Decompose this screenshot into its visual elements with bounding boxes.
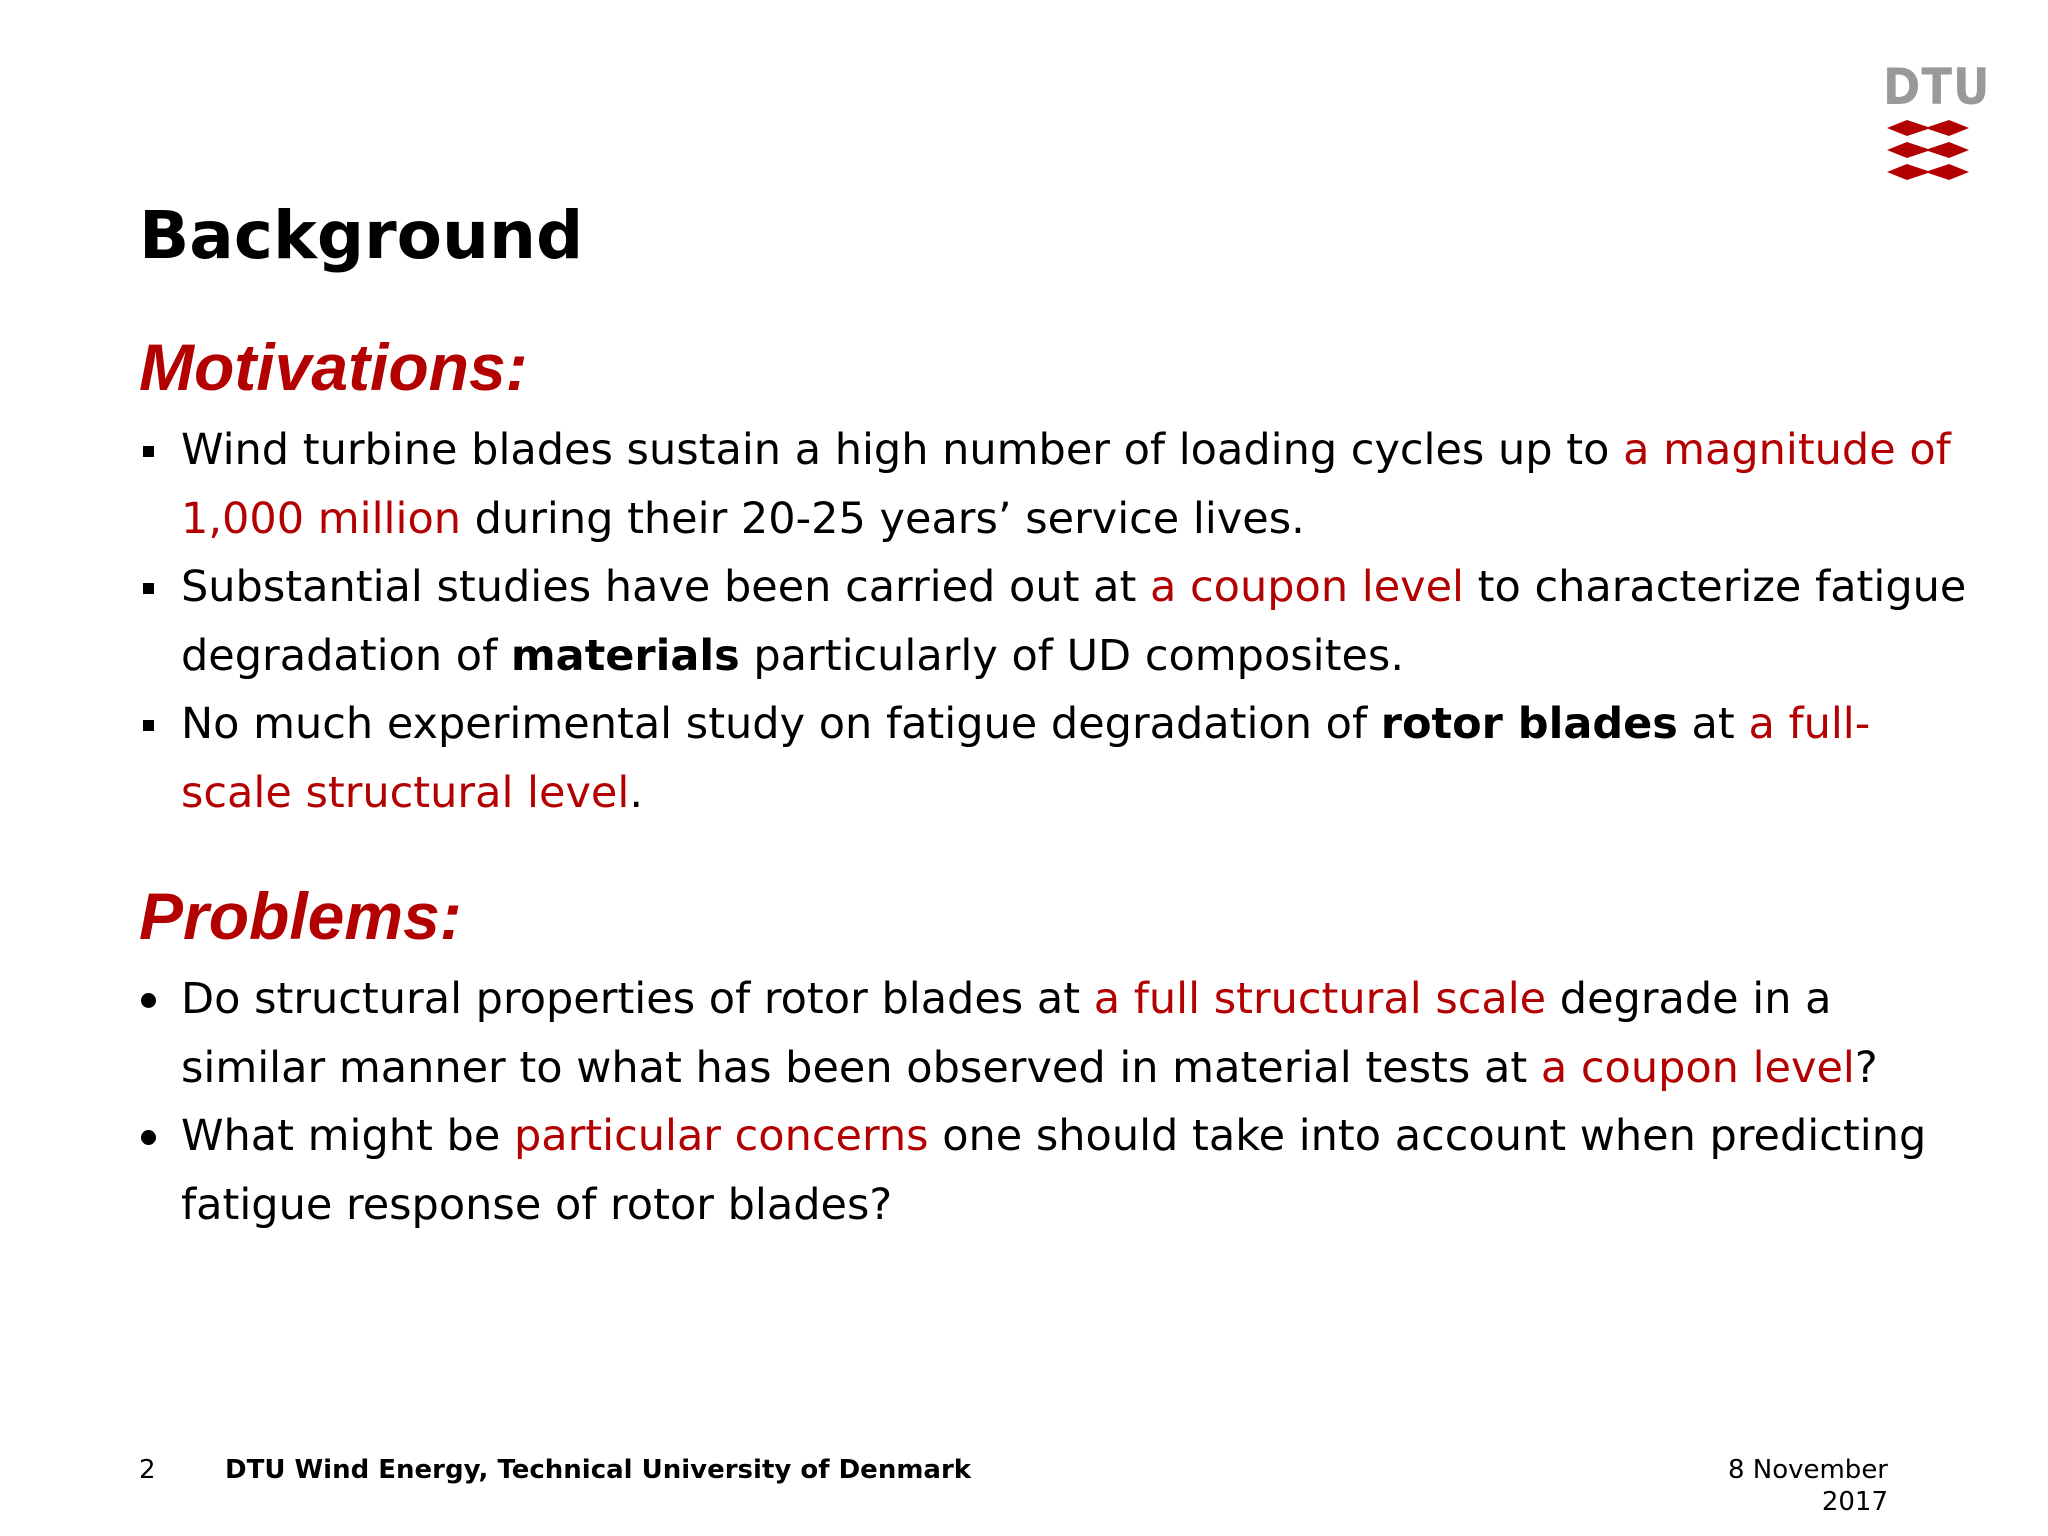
text-run: Substantial studies have been carried out at xyxy=(181,562,1150,612)
footer-date: 8 November 2017 xyxy=(1727,1455,1888,1517)
square-bullet-icon xyxy=(143,446,154,457)
dtu-logo-text: DTU xyxy=(1883,58,1991,116)
bold-text: rotor blades xyxy=(1380,699,1678,749)
motivation-item-text xyxy=(181,425,1951,544)
text-run: to characterize fatigue degradation of xyxy=(181,562,1967,681)
motivation-item-text xyxy=(181,562,1966,681)
square-bullet-icon xyxy=(143,583,154,594)
text-run: . xyxy=(629,767,643,818)
text-run: during their 20-25 years’ service lives. xyxy=(461,493,1305,544)
text-run: particularly of UD composites. xyxy=(739,630,1404,681)
highlighted-text: a coupon level xyxy=(1150,562,1464,612)
round-bullet-icon xyxy=(141,993,156,1008)
highlighted-text: a magnitude of 1,000 million xyxy=(181,425,1951,544)
motivations-list xyxy=(139,416,1969,827)
problem-item-text xyxy=(181,1111,1926,1230)
problem-item xyxy=(139,965,1969,1102)
text-run: ? xyxy=(1854,1042,1878,1093)
motivation-item xyxy=(139,416,1969,553)
text-run: Do structural properties of rotor blades at xyxy=(181,974,1094,1024)
text-run: at xyxy=(1677,699,1749,749)
problems-list xyxy=(139,965,1969,1239)
problem-item xyxy=(139,1102,1969,1239)
motivation-item-text xyxy=(181,699,1870,818)
problems-heading: Problems: xyxy=(139,879,462,953)
round-bullet-icon xyxy=(141,1130,156,1145)
page-number: 2 xyxy=(139,1455,156,1485)
text-run: What might be xyxy=(181,1111,514,1161)
highlighted-text: particular concerns xyxy=(513,1111,929,1161)
footer-organization: DTU Wind Energy, Technical University of Denmark xyxy=(225,1455,972,1485)
text-run: Wind turbine blades sustain a high number of loading cycles up to xyxy=(181,425,1624,475)
motivations-heading: Motivations: xyxy=(139,330,528,404)
highlighted-text: a full-scale structural level xyxy=(181,699,1871,818)
text-run: No much experimental study on fatigue degradation of xyxy=(181,699,1381,749)
bold-text: materials xyxy=(510,630,740,681)
slide-title: Background xyxy=(139,197,584,274)
dtu-wave-mark-icon xyxy=(1883,118,1973,186)
dtu-logo xyxy=(1883,58,1991,187)
text-run: degrade in a similar manner to what has been observed in material tests at xyxy=(181,974,1832,1093)
problem-item-text xyxy=(181,974,1878,1093)
text-run: one should take into account when predicting fatigue response of rotor blades? xyxy=(181,1111,1927,1230)
motivation-item xyxy=(139,553,1969,690)
motivation-item xyxy=(139,690,1969,827)
square-bullet-icon xyxy=(143,720,154,731)
highlighted-text: a full structural scale xyxy=(1093,974,1547,1024)
highlighted-text: a coupon level xyxy=(1540,1042,1855,1093)
